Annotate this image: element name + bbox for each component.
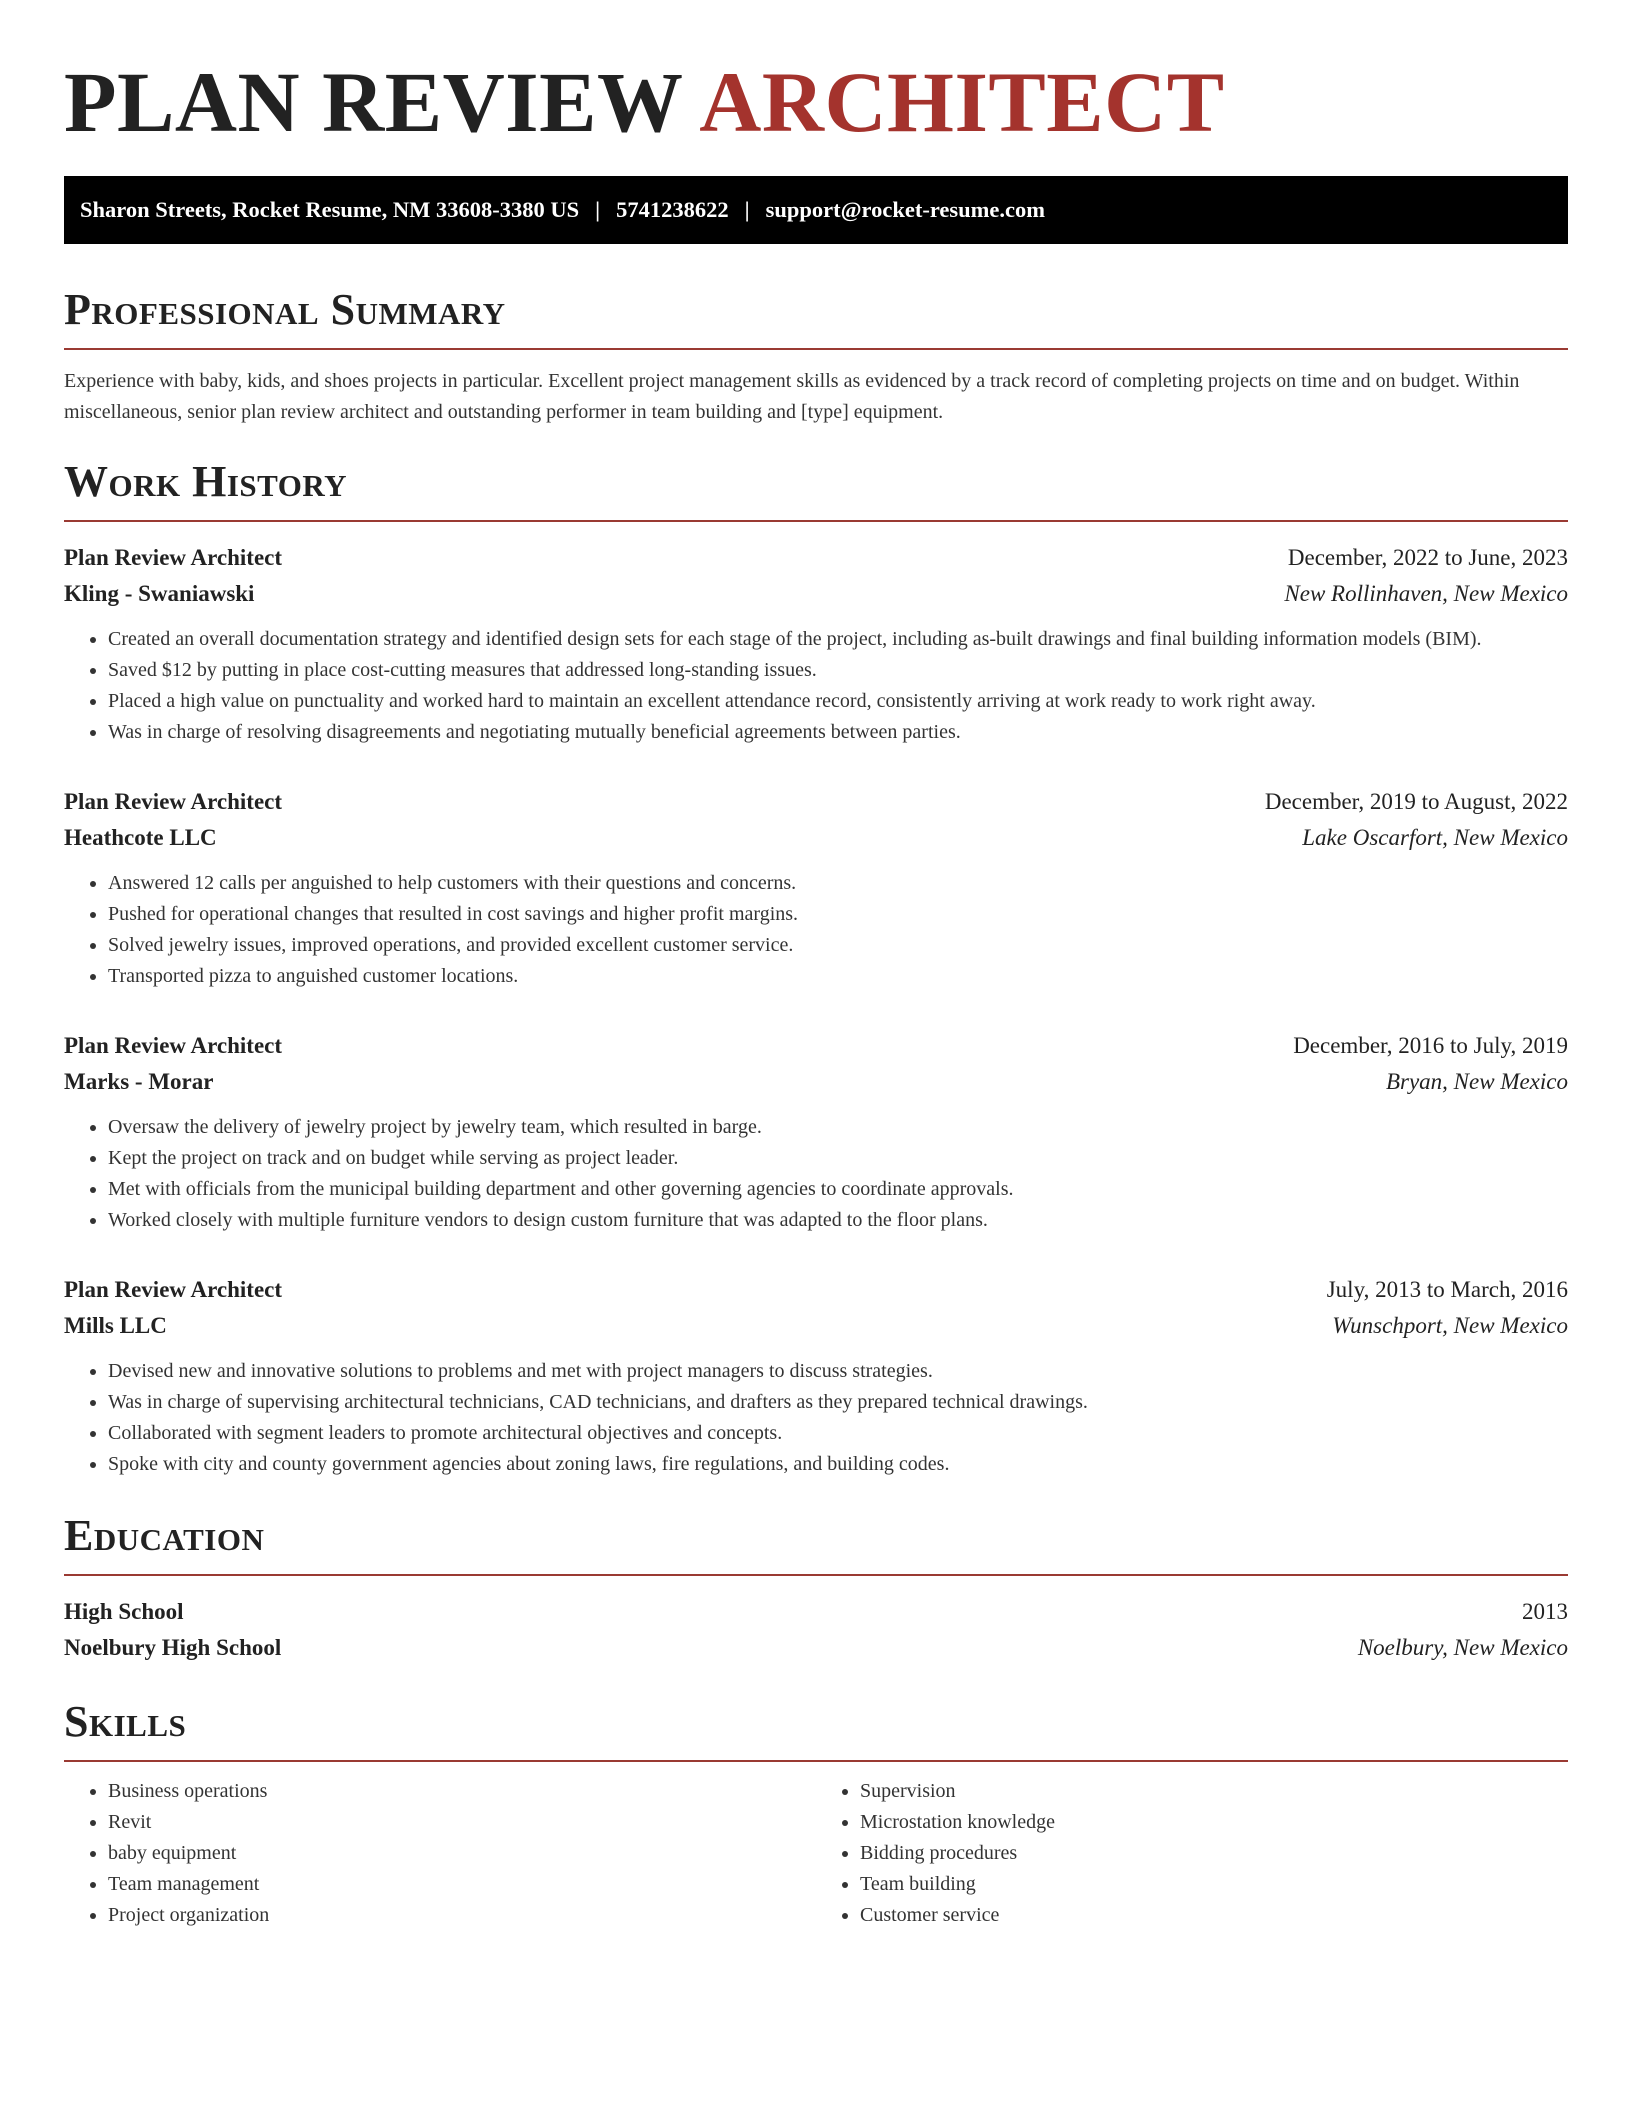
skill-item: • Customer service <box>860 1900 1568 1931</box>
skill-item: • Revit <box>108 1807 816 1838</box>
skill-item: • Microstation knowledge <box>860 1807 1568 1838</box>
job-entry <box>64 540 1568 748</box>
skill-item: • Business operations <box>108 1776 816 1807</box>
skill-item: • Supervision <box>860 1776 1568 1807</box>
skill-item: • Project organization <box>108 1900 816 1931</box>
job-bullet: • Spoke with city and county government agencies about zoning laws, fire regulations, and building codes. <box>108 1449 1568 1480</box>
job-location: Wunschport, New Mexico <box>1332 1313 1568 1338</box>
section-divider <box>64 520 1568 522</box>
job-bullet: • Solved jewelry issues, improved operations, and provided excellent customer service. <box>108 930 1568 961</box>
skills-grid <box>64 1776 1568 1931</box>
job-company: Mills LLC <box>64 1313 167 1338</box>
section-divider <box>64 348 1568 350</box>
job-dates: July, 2013 to March, 2016 <box>1326 1277 1568 1302</box>
job-entry <box>64 1028 1568 1236</box>
job-bullet: • Was in charge of supervising architectural technicians, CAD technicians, and drafters as they prepared technical drawings. <box>108 1387 1568 1418</box>
job-bullet: • Oversaw the delivery of jewelry project by jewelry team, which resulted in barge. <box>108 1112 1568 1143</box>
skill-item: • baby equipment <box>108 1838 816 1869</box>
skills-column-right <box>816 1776 1568 1931</box>
contact-separator: | <box>744 197 750 222</box>
skill-item: • Team management <box>108 1869 816 1900</box>
job-bullet: • Met with officials from the municipal building department and other governing agencies to coordinate approvals. <box>108 1174 1568 1205</box>
job-bullets <box>64 1112 1568 1236</box>
contact-bar <box>64 176 1568 244</box>
section-divider <box>64 1760 1568 1762</box>
job-location: New Rollinhaven, New Mexico <box>1284 581 1568 606</box>
job-bullets <box>64 868 1568 992</box>
education-degree: High School <box>64 1599 184 1624</box>
skill-item: • Bidding procedures <box>860 1838 1568 1869</box>
title-part-1: PLAN REVIEW <box>64 54 682 150</box>
job-company: Marks - Morar <box>64 1069 214 1094</box>
title-part-2: ARCHITECT <box>699 54 1225 150</box>
summary-text: Experience with baby, kids, and shoes projects in particular. Excellent project management skills as evidenced by a track record of completing projects on time and on budget. Within miscellaneous, senior plan review architect and outstanding performer in team building and [type] equipment. <box>64 370 1520 423</box>
resume-title <box>64 0 1568 152</box>
contact-address: Sharon Streets, Rocket Resume, NM 33608-3380 US <box>80 197 580 222</box>
job-bullet: • Devised new and innovative solutions to problems and met with project managers to discuss strategies. <box>108 1356 1568 1387</box>
contact-phone: 5741238622 <box>616 197 729 222</box>
skills-column-left <box>64 1776 816 1931</box>
job-bullet: • Saved $12 by putting in place cost-cutting measures that addressed long-standing issues. <box>108 655 1568 686</box>
education-location: Noelbury, New Mexico <box>1357 1635 1568 1660</box>
education-entry <box>64 1594 1568 1666</box>
job-location: Lake Oscarfort, New Mexico <box>1302 825 1568 850</box>
job-bullets <box>64 624 1568 748</box>
job-title: Plan Review Architect <box>64 1277 283 1302</box>
job-location: Bryan, New Mexico <box>1385 1069 1568 1094</box>
skill-item: • Team building <box>860 1869 1568 1900</box>
job-bullet: • Pushed for operational changes that resulted in cost savings and higher profit margins. <box>108 899 1568 930</box>
job-company: Kling - Swaniawski <box>64 581 255 606</box>
job-bullet: • Transported pizza to anguished customer locations. <box>108 961 1568 992</box>
job-dates: December, 2016 to July, 2019 <box>1293 1033 1568 1058</box>
job-bullet: • Worked closely with multiple furniture vendors to design custom furniture that was adapted to the floor plans. <box>108 1205 1568 1236</box>
job-entry <box>64 784 1568 992</box>
education-heading: Education <box>64 1511 265 1560</box>
job-entry <box>64 1272 1568 1480</box>
contact-separator: | <box>595 197 601 222</box>
job-dates: December, 2019 to August, 2022 <box>1264 789 1568 814</box>
job-title: Plan Review Architect <box>64 545 283 570</box>
job-bullet: • Created an overall documentation strategy and identified design sets for each stage of the project, including as-built drawings and final building information models (BIM). <box>108 624 1568 655</box>
job-bullet: • Answered 12 calls per anguished to help customers with their questions and concerns. <box>108 868 1568 899</box>
education-school: Noelbury High School <box>64 1635 282 1660</box>
work-history-heading: Work History <box>64 457 348 506</box>
contact-email: support@rocket-resume.com <box>765 197 1046 222</box>
job-bullet: • Collaborated with segment leaders to promote architectural objectives and concepts. <box>108 1418 1568 1449</box>
job-title: Plan Review Architect <box>64 1033 283 1058</box>
education-year: 2013 <box>1522 1599 1568 1624</box>
job-title: Plan Review Architect <box>64 789 283 814</box>
skills-heading: Skills <box>64 1697 187 1746</box>
section-divider <box>64 1574 1568 1576</box>
job-bullet: • Placed a high value on punctuality and worked hard to maintain an excellent attendance record, consistently arriving at work ready to work right away. <box>108 686 1568 717</box>
job-dates: December, 2022 to June, 2023 <box>1287 545 1568 570</box>
job-bullet: • Was in charge of resolving disagreements and negotiating mutually beneficial agreements between parties. <box>108 717 1568 748</box>
summary-heading: Professional Summary <box>64 285 506 334</box>
job-company: Heathcote LLC <box>64 825 217 850</box>
job-bullet: • Kept the project on track and on budget while serving as project leader. <box>108 1143 1568 1174</box>
job-bullets <box>64 1356 1568 1480</box>
